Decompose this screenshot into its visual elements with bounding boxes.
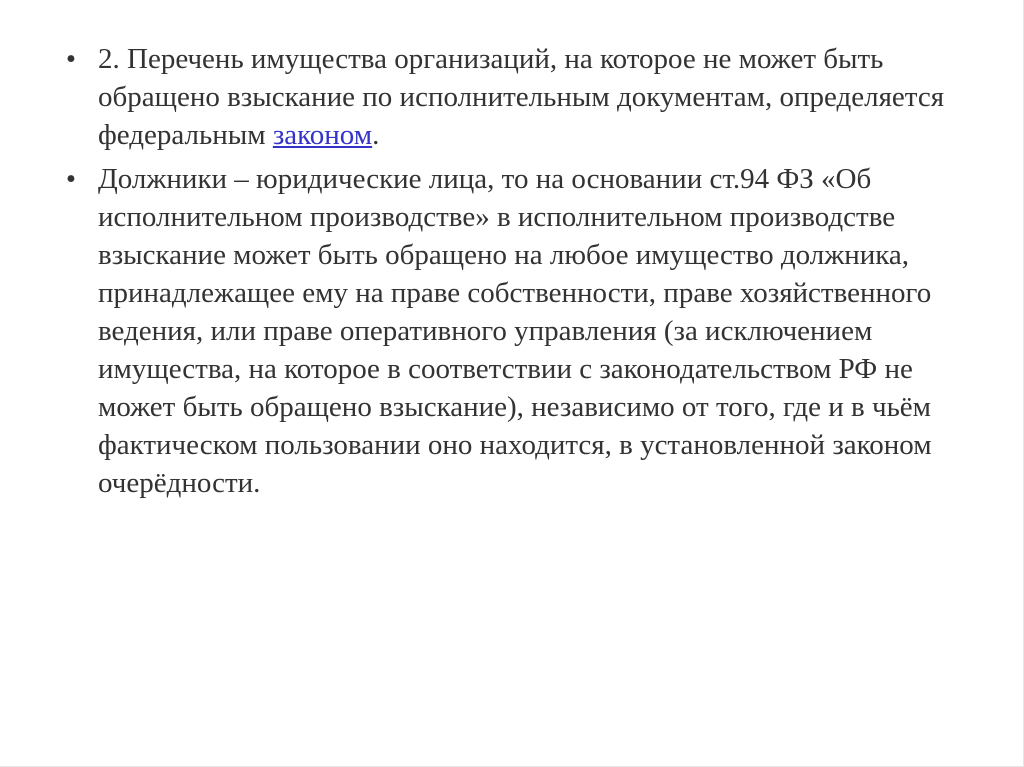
bullet-icon: • <box>65 43 77 75</box>
bullet-text-start: 2. Перечень имущества организаций, на которое не может быть обращено взыскание по исполнительным документам, определяется федеральным <box>98 43 945 151</box>
bullet-item-debtors <box>60 160 960 502</box>
bullet-list <box>60 40 960 508</box>
bullet-item-property-list <box>60 40 960 154</box>
bullet-text-end: . <box>372 119 380 151</box>
bullet-text: Должники – юридические лица, то на основании ст.94 ФЗ «Об исполнительном производстве» в исполнительном производстве взыскание может быть обращено на любое имущество должника, принадлежащее ему на праве собственности, праве хозяйственного ведения, или праве оперативного управления (за исключением имущества, на которое в соответствии с законодательством РФ не может быть обращено взыскание), независимо от того, где и в чьём фактическом пользовании оно находится, в установленной законом очерёдности. <box>98 163 932 499</box>
bullet-icon: • <box>65 163 77 195</box>
law-link[interactable]: законом <box>272 119 373 151</box>
